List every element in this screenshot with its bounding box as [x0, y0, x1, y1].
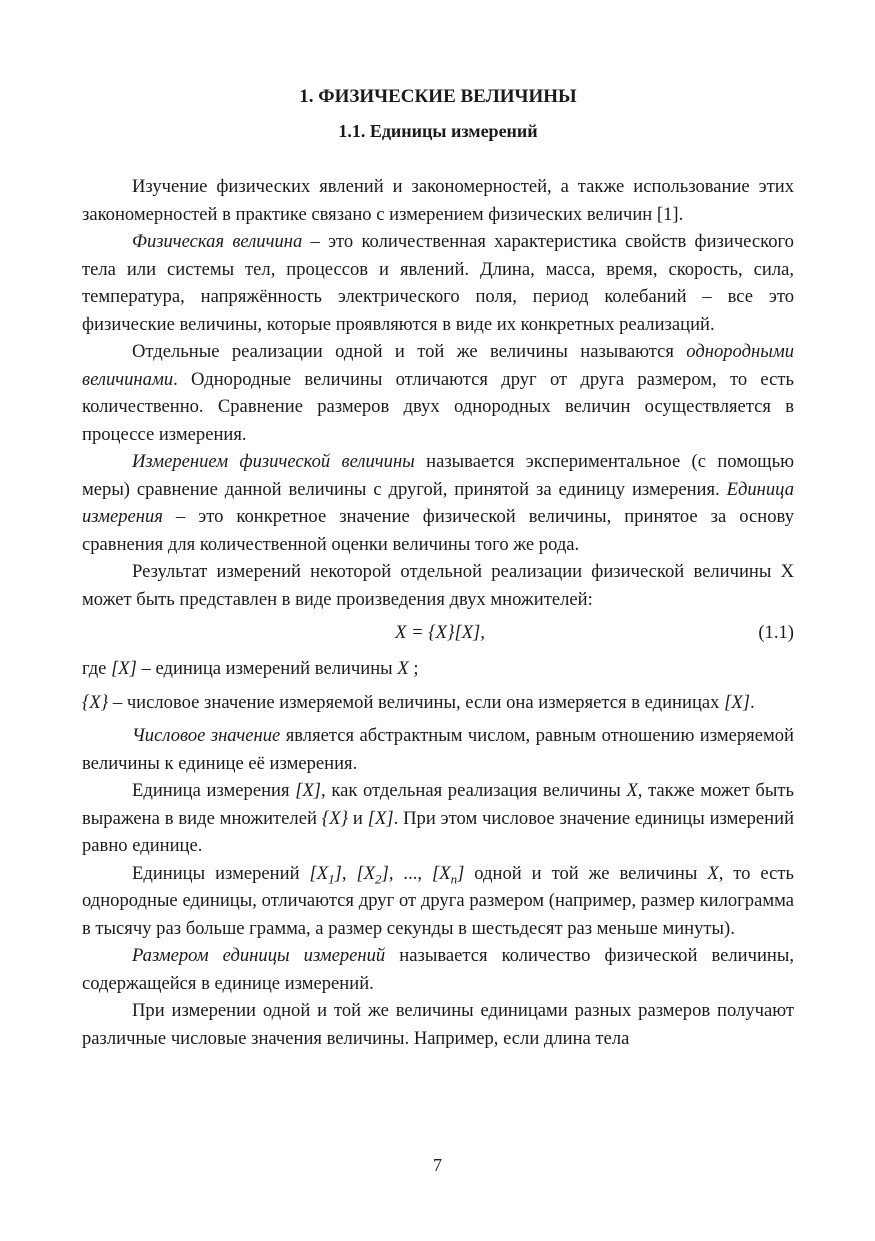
paragraph-text: является абстрактным числом, равным отношению измеряемой величины к единице её измерения. [82, 725, 794, 774]
term-unit-size: Размером единицы измерений [132, 945, 386, 966]
text: [X [356, 862, 376, 884]
math-symbol: [X] [295, 780, 322, 801]
subscript: 1 [328, 871, 335, 887]
math-symbol: X [626, 780, 638, 801]
body-text [82, 173, 794, 1052]
where-line-2 [82, 689, 794, 717]
term-physical-quantity: Физическая величина [132, 231, 303, 252]
term-homogeneous-quantities: однородными величинами [82, 341, 794, 390]
paragraph-intro: Изучение физических явлений и закономерностей, а также использование этих закономерностей в практике связано с измерением физических величин [1]. [82, 176, 794, 225]
math-symbol [309, 862, 342, 887]
text: [X [309, 862, 329, 884]
formula: X = {X}[X], [395, 622, 485, 643]
paragraph-text: называется количество физической величины, содержащейся в единице измерений. [82, 945, 795, 994]
text: , [341, 862, 357, 884]
paragraph-text: – это количественная характеристика свойств физического тела или системы тел, процессов и явлений. Длина, масса, время, скорость, сила, температура, напряжённость электрического поля, период колебаний – все это физические величины, которые проявляются в виде их конкретных реализаций. [82, 231, 794, 335]
paragraph-text: – это конкретное значение физической величины, принятое за основу сравнения для количественной оценки величины того же рода. [82, 506, 794, 555]
paragraph-text: . Однородные величины отличаются друг от друга размером, то есть количественно. Сравнение размеров двух однородных величин осуществляется в процессе измерения. [82, 368, 794, 445]
formula-number: (1.1) [758, 622, 794, 643]
math-symbol: {X} [82, 691, 109, 713]
page-content [82, 84, 794, 1052]
paragraph-physical-quantity [82, 228, 794, 338]
text: и [348, 807, 368, 829]
text: . [749, 691, 755, 713]
text: Единицы измерений [132, 862, 310, 884]
subscript: 2 [375, 871, 382, 887]
math-symbol: [X] [724, 691, 750, 713]
math-symbol [356, 862, 389, 887]
section-title: 1.1. Единицы измерений [338, 121, 538, 141]
text: , также может быть выражена в виде множителей [82, 780, 794, 829]
where-line-1 [82, 655, 794, 683]
term-numeric-value: Числовое значение [132, 725, 281, 746]
paragraph-unit-factors [82, 777, 794, 860]
text: . При этом числовое значение единицы измерений равно единице. [82, 807, 795, 856]
text: одной и той же величины [464, 862, 708, 884]
term-measurement: Измерением физической величины [132, 451, 415, 472]
text: [X [431, 862, 451, 884]
math-symbol [431, 862, 465, 887]
text: – числовое значение измеряемой величины, если она измеряется в единицах [108, 691, 725, 713]
math-symbol: X [397, 658, 409, 679]
paragraph-measurement [82, 448, 794, 558]
text: где [82, 658, 112, 679]
text: ; [408, 658, 419, 679]
math-symbol: X [707, 862, 719, 884]
text: ] [381, 862, 389, 884]
text: , ..., [388, 862, 432, 884]
paragraph-text: Отдельные реализации одной и той же величины называются [132, 341, 687, 362]
paragraph-unit-size [82, 942, 794, 997]
paragraph-different-units: При измерении одной и той же величины единицами разных размеров получают различные числовые значения величины. Например, если длина тела [82, 1000, 794, 1049]
paragraph-result: Результат измерений некоторой отдельной реализации физической величины Х может быть представлен в виде произведения двух множителей: [82, 561, 794, 610]
formula-row [82, 617, 794, 649]
text: Единица измерения [132, 780, 296, 801]
subscript: n [450, 871, 458, 887]
paragraph-numeric-value [82, 722, 794, 777]
text: , как отдельная реализация величины [321, 780, 627, 801]
paragraph-homogeneous [82, 338, 794, 448]
text: – единица измерений величины [136, 658, 398, 679]
term-unit: Единица измерения [82, 478, 794, 527]
math-symbol: [X] [367, 807, 394, 829]
chapter-title: 1. ФИЗИЧЕСКИЕ ВЕЛИЧИНЫ [299, 86, 577, 107]
text: , то есть однородные единицы, отличаются друг от друга размером (например, размер килограмма в тысячу раз больше грамма, а размер секунды в шестьдесят раз меньше минуты). [82, 862, 794, 939]
text: ] [457, 862, 465, 884]
paragraph-homogeneous-units [82, 860, 794, 943]
math-symbol: [X] [111, 658, 137, 679]
paragraph-text: называется экспериментальное (с помощью меры) сравнение данной величины с другой, принятой за единицу измерения. [82, 451, 794, 500]
text: ] [334, 862, 342, 884]
page-number: 7 [433, 1155, 442, 1175]
math-symbol: {X} [321, 807, 349, 829]
